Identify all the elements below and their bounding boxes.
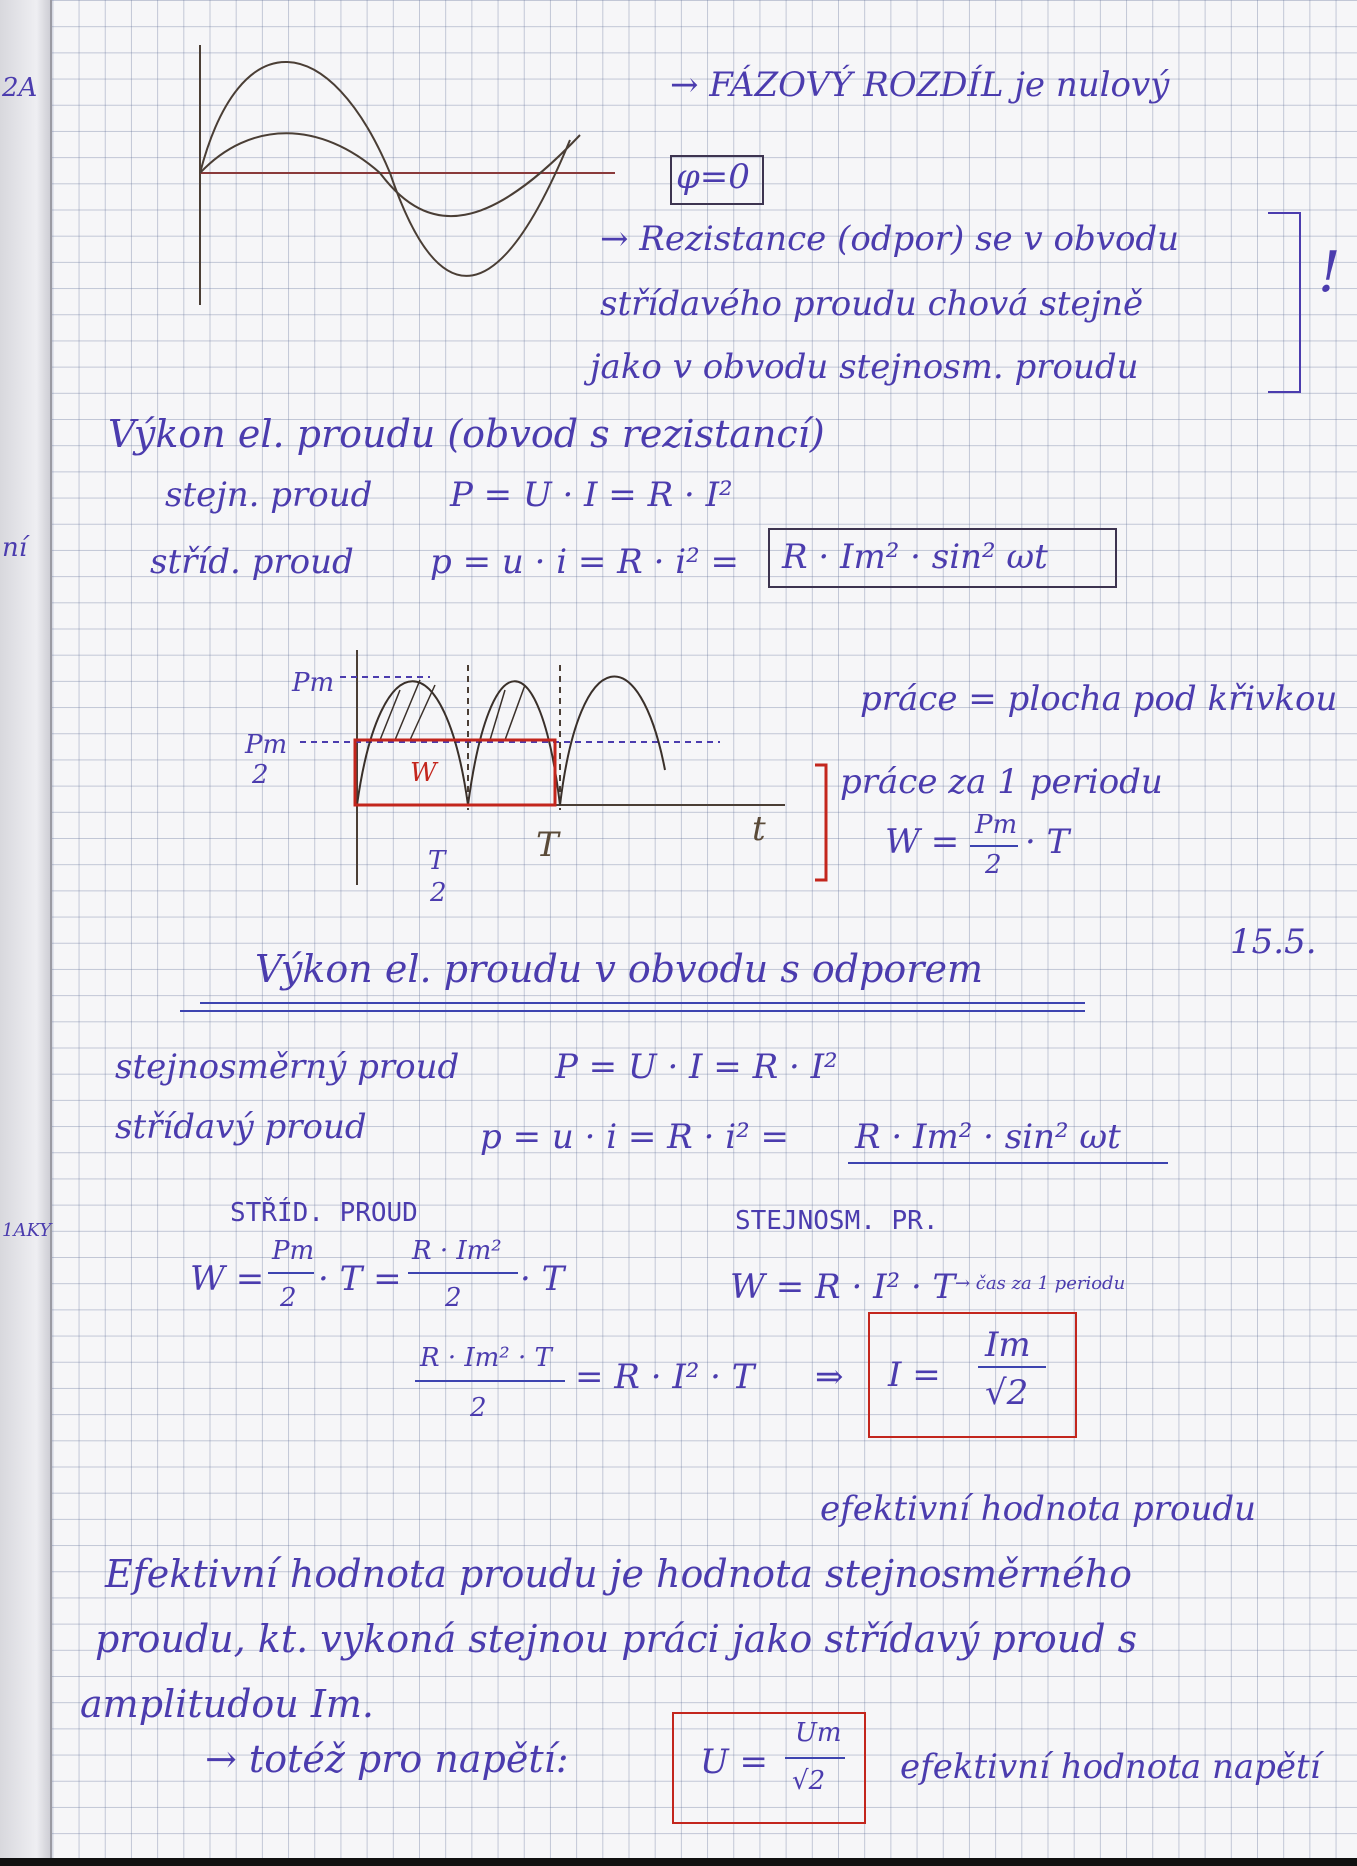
voltage-den: √2 bbox=[792, 1766, 826, 1796]
ac-work-label: STŘÍD. PROUD bbox=[230, 1198, 418, 1228]
bracket bbox=[1268, 213, 1300, 392]
section-underline-1 bbox=[200, 1002, 1085, 1004]
definition-line-1: Efektivní hodnota proudu je hodnota stejnosměrného bbox=[105, 1552, 1132, 1596]
effective-current-label: efektivní hodnota proudu bbox=[820, 1489, 1257, 1529]
resistance-line-3: jako v obvodu stejnosm. proudu bbox=[590, 347, 1139, 387]
date: 15.5. bbox=[1230, 922, 1317, 962]
work-frac-den: 2 bbox=[985, 850, 1002, 880]
ac-work-f1-bar bbox=[268, 1272, 314, 1274]
work-times-t: · T bbox=[1025, 822, 1070, 862]
work-per-period: práce za 1 periodu bbox=[840, 762, 1163, 802]
work-area-note: práce = plocha pod křivkou bbox=[860, 679, 1338, 719]
label-pm-half-num: Pm bbox=[245, 730, 288, 760]
boxed-num: Im bbox=[985, 1325, 1031, 1365]
section-dc-formula: P = U · I = R · I² bbox=[555, 1047, 838, 1087]
label-pm: Pm bbox=[292, 668, 335, 698]
voltage-intro: → totéž pro napětí: bbox=[205, 1737, 569, 1781]
work-formula-w: W = bbox=[885, 822, 960, 862]
ac-label: stříd. proud bbox=[150, 542, 354, 582]
label-area-w: W bbox=[410, 758, 437, 788]
dc-work-note: → čas za 1 periodu bbox=[955, 1273, 1126, 1294]
resistance-line-2: střídavého proudu chová stejně bbox=[600, 284, 1144, 324]
margin-note-mid: ní bbox=[2, 533, 28, 563]
boxed-den: √2 bbox=[985, 1373, 1029, 1413]
section-ac-label: střídavý proud bbox=[115, 1107, 367, 1147]
dc-formula: P = U · I = R · I² bbox=[450, 475, 733, 515]
section-ac-formula: p = u · i = R · i² = bbox=[480, 1117, 789, 1157]
label-t-half-num: T bbox=[428, 846, 446, 876]
voltage-curve bbox=[200, 62, 570, 276]
power-title: Výkon el. proudu (obvod s rezistancí) bbox=[108, 412, 825, 456]
phase-heading: → FÁZOVÝ ROZDÍL je nulový bbox=[670, 65, 1170, 105]
scan-edge bbox=[0, 1858, 1357, 1866]
equation-den: 2 bbox=[470, 1393, 487, 1423]
voltage-num: Um bbox=[795, 1718, 842, 1748]
definition-line-2: proudu, kt. vykoná stejnou práci jako střídavý proud s bbox=[95, 1617, 1138, 1661]
ac-work-f2-num: R · Im² bbox=[412, 1236, 502, 1266]
dc-label: stejn. proud bbox=[165, 475, 373, 515]
voltage-lhs: U = bbox=[700, 1742, 768, 1782]
definition-line-3: amplitudou Im. bbox=[80, 1682, 374, 1726]
equation-arrow: ⇒ bbox=[815, 1357, 844, 1397]
equation-num: R · Im² · T bbox=[420, 1343, 552, 1373]
ac-work-tail: · T bbox=[520, 1259, 565, 1299]
section-dc-label: stejnosměrný proud bbox=[115, 1047, 460, 1087]
label-t-half-den: 2 bbox=[430, 878, 447, 908]
label-pm-half-den: 2 bbox=[252, 760, 269, 790]
work-frac-num: Pm bbox=[975, 810, 1018, 840]
exclamation-mark: ! bbox=[1318, 240, 1341, 305]
section-underline-2 bbox=[180, 1010, 1085, 1012]
label-axis-t: t bbox=[752, 809, 766, 849]
section-ac-underline bbox=[848, 1162, 1168, 1164]
resistance-line-1: → Rezistance (odpor) se v obvodu bbox=[600, 219, 1180, 259]
power-graph bbox=[300, 650, 826, 885]
section-title: Výkon el. proudu v obvodu s odporem bbox=[255, 947, 983, 991]
margin-note-bottom: 1AKY bbox=[2, 1220, 52, 1241]
work-frac-bar bbox=[970, 845, 1018, 847]
ac-work-w: W = bbox=[190, 1259, 265, 1299]
ac-work-f1-den: 2 bbox=[280, 1283, 297, 1313]
voltage-bar bbox=[785, 1757, 845, 1759]
margin-note-top: 2A bbox=[2, 73, 38, 103]
effective-voltage-label: efektivní hodnota napětí bbox=[900, 1747, 1321, 1787]
ac-power-boxed: R · Im² · sin² ωt bbox=[782, 537, 1048, 577]
equation-bar bbox=[415, 1380, 565, 1382]
ac-work-mid: · T = bbox=[318, 1259, 402, 1299]
boxed-lhs: I = bbox=[888, 1355, 941, 1395]
ac-formula: p = u · i = R · i² = bbox=[430, 542, 739, 582]
dc-work-formula: W = R · I² · T bbox=[730, 1267, 956, 1307]
phi-formula: φ=0 bbox=[676, 157, 750, 197]
ac-work-f2-den: 2 bbox=[445, 1283, 462, 1313]
ac-work-f2-bar bbox=[408, 1272, 518, 1274]
label-period-t: T bbox=[536, 825, 559, 865]
average-power-rect bbox=[355, 740, 555, 805]
boxed-bar bbox=[978, 1366, 1046, 1368]
ac-work-f1-num: Pm bbox=[272, 1236, 315, 1266]
section-ac-result: R · Im² · sin² ωt bbox=[855, 1117, 1121, 1157]
work-bracket bbox=[815, 765, 826, 880]
dc-work-label: STEJNOSM. PR. bbox=[735, 1206, 939, 1236]
equation-rhs: = R · I² · T bbox=[575, 1357, 755, 1397]
sine-graph bbox=[200, 45, 615, 305]
